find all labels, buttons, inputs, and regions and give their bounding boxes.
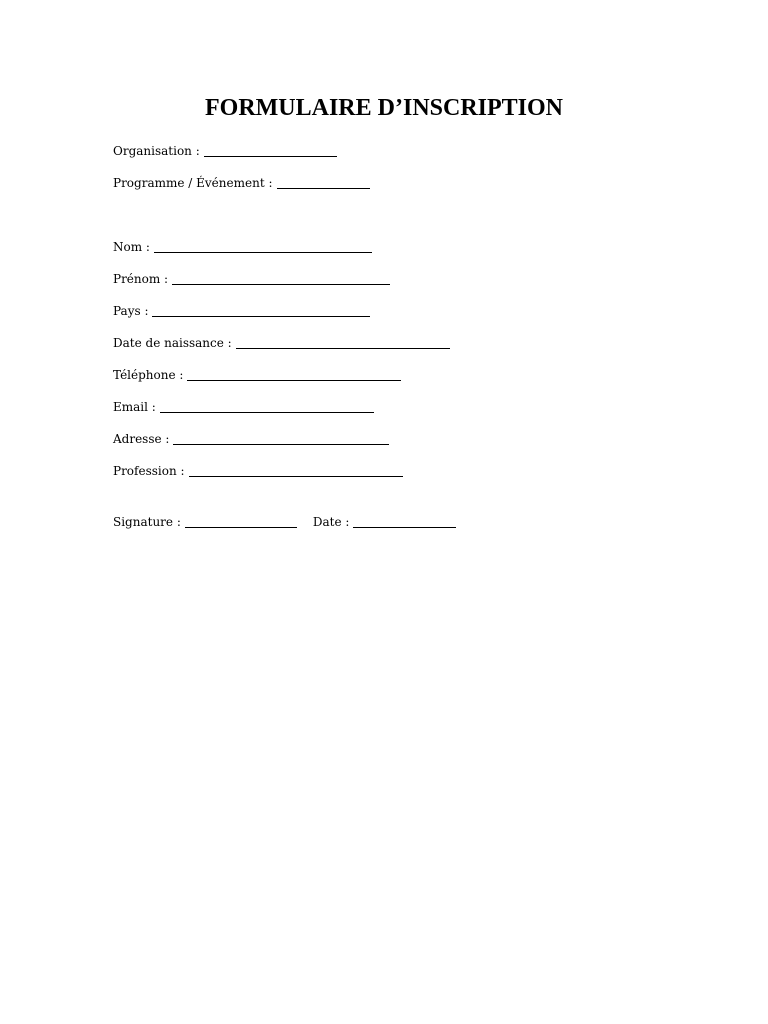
profession-row xyxy=(113,462,403,479)
prenom-row xyxy=(113,270,390,287)
profession-label: Profession : xyxy=(113,464,185,478)
email-blank-line[interactable] xyxy=(160,400,374,413)
email-row xyxy=(113,398,374,415)
date-label: Date : xyxy=(312,515,350,529)
pays-blank-line[interactable] xyxy=(152,304,370,317)
pays-label: Pays : xyxy=(113,304,149,318)
programme-row xyxy=(113,174,370,191)
signature-group xyxy=(113,513,297,530)
adresse-label: Adresse : xyxy=(113,432,170,446)
telephone-blank-line[interactable] xyxy=(187,368,401,381)
organisation-label: Organisation : xyxy=(113,144,200,158)
signature-date-row xyxy=(113,513,456,530)
signature-blank-line[interactable] xyxy=(185,515,297,528)
prenom-label: Prénom : xyxy=(113,272,169,286)
signature-label: Signature : xyxy=(113,515,181,529)
telephone-label: Téléphone : xyxy=(113,368,184,382)
programme-label: Programme / Événement : xyxy=(113,176,273,190)
programme-blank-line[interactable] xyxy=(277,176,370,189)
profession-blank-line[interactable] xyxy=(189,464,403,477)
organisation-blank-line[interactable] xyxy=(204,144,337,157)
nom-label: Nom : xyxy=(113,240,150,254)
adresse-blank-line[interactable] xyxy=(173,432,389,445)
telephone-row xyxy=(113,366,401,383)
email-label: Email : xyxy=(113,400,156,414)
date-naissance-blank-line[interactable] xyxy=(236,336,450,349)
page-title: FORMULAIRE D’INSCRIPTION xyxy=(204,95,564,121)
date-group xyxy=(313,513,457,530)
nom-blank-line[interactable] xyxy=(154,240,372,253)
adresse-row xyxy=(113,430,389,447)
date-naissance-label: Date de naissance : xyxy=(113,336,232,350)
organisation-row xyxy=(113,142,337,159)
nom-row xyxy=(113,238,372,255)
pays-row xyxy=(113,302,370,319)
date-naissance-row xyxy=(113,334,450,351)
prenom-blank-line[interactable] xyxy=(172,272,390,285)
date-blank-line[interactable] xyxy=(353,515,456,528)
